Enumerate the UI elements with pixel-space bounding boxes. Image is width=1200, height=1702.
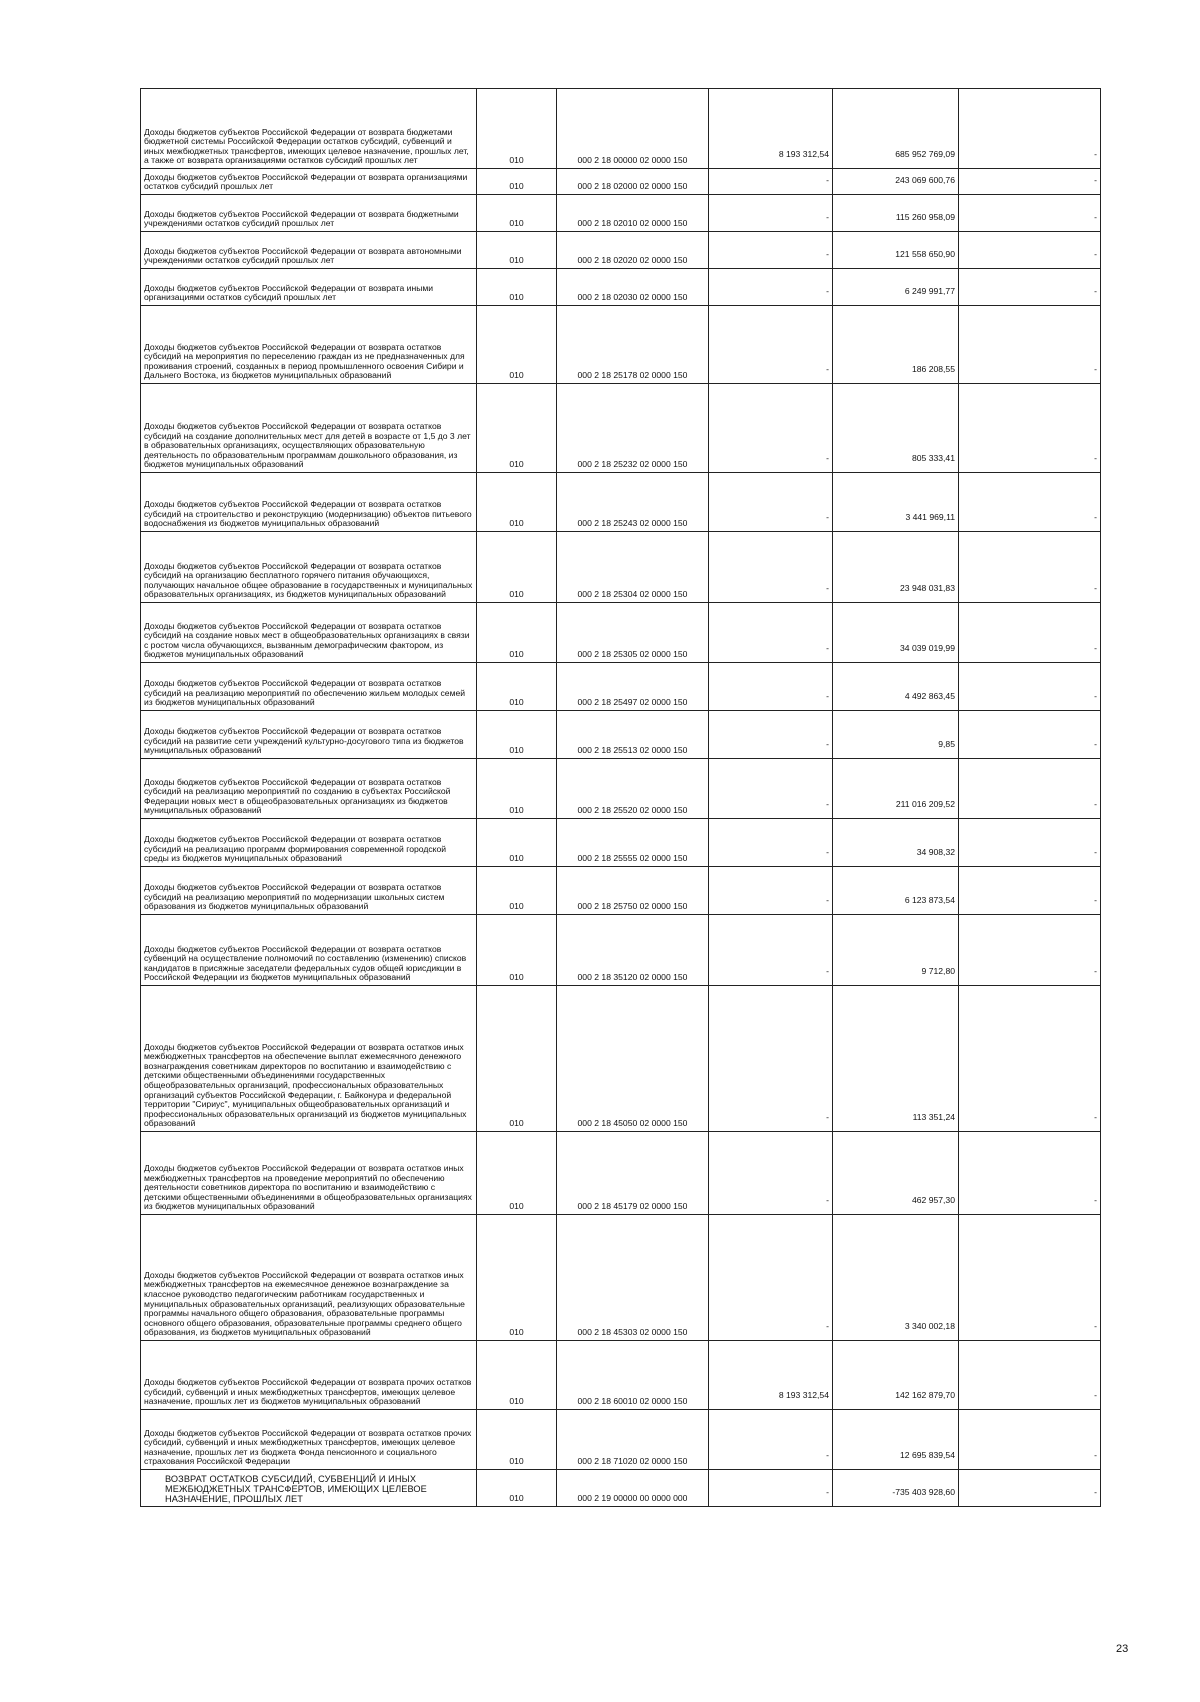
row-amount-1-cell xyxy=(709,915,833,986)
row-amount-2-cell xyxy=(833,711,959,759)
row-name-text: Доходы бюджетов субъектов Российской Федерации от возврата иными организациями остатков субсидий прошлых лет xyxy=(144,282,434,303)
row-name-cell xyxy=(141,915,477,986)
row-extra-text: - xyxy=(1094,1390,1097,1401)
row-budget-code-cell xyxy=(557,195,709,232)
row-name-cell xyxy=(141,1470,477,1507)
row-amount-1-text: 8 193 312,54 xyxy=(778,1390,829,1401)
row-extra-cell xyxy=(959,1215,1101,1341)
row-amount-2-text: 12 695 839,54 xyxy=(900,1450,955,1461)
row-line-code-text: 010 xyxy=(509,255,524,266)
row-amount-2-cell xyxy=(833,915,959,986)
row-name-cell xyxy=(141,759,477,819)
table-row xyxy=(141,603,1101,663)
row-amount-2-cell xyxy=(833,759,959,819)
budget-table xyxy=(140,88,1101,1507)
row-budget-code-cell xyxy=(557,1410,709,1470)
row-budget-code-text: 000 2 18 00000 02 0000 150 xyxy=(577,155,688,166)
row-extra-text: - xyxy=(1094,847,1097,858)
row-amount-2-cell xyxy=(833,1410,959,1470)
row-amount-2-text: 9,85 xyxy=(938,739,955,750)
row-amount-2-cell xyxy=(833,663,959,711)
row-line-code-cell xyxy=(477,603,557,663)
row-amount-2-text: 23 948 031,83 xyxy=(900,583,955,594)
row-name-text: Доходы бюджетов субъектов Российской Федерации от возврата остатков субсидий на реализацию мероприятий по модернизации школьных систем образования из бюджетов муниципальных образований xyxy=(144,882,445,912)
row-amount-1-cell xyxy=(709,532,833,603)
table-row xyxy=(141,232,1101,269)
row-name-text: Доходы бюджетов субъектов Российской Федерации от возврата бюджетными учреждениями остатков субсидий прошлых лет xyxy=(144,208,459,229)
row-line-code-text: 010 xyxy=(509,1201,524,1212)
table-row xyxy=(141,195,1101,232)
row-line-code-text: 010 xyxy=(509,1327,524,1338)
row-budget-code-cell xyxy=(557,1132,709,1215)
row-name-text: Доходы бюджетов субъектов Российской Федерации от возврата остатков субсидий на реализацию мероприятий по созданию в субъектах Российской Федерации новых мест в общеобразовательных организациях из бюджетов муниципальных образований xyxy=(144,776,451,816)
row-line-code-cell xyxy=(477,663,557,711)
table-row xyxy=(141,306,1101,384)
row-line-code-cell xyxy=(477,1132,557,1215)
row-name-cell xyxy=(141,473,477,532)
budget-table-body xyxy=(141,89,1101,1507)
row-amount-2-cell xyxy=(833,1215,959,1341)
row-extra-cell xyxy=(959,1470,1101,1507)
row-name-text: ВОЗВРАТ ОСТАТКОВ СУБСИДИЙ, СУБВЕНЦИЙ И ИНЫХ МЕЖБЮДЖЕТНЫХ ТРАНСФЕРТОВ, ИМЕЮЩИХ ЦЕЛЕВОЕ НАЗНАЧЕНИЕ, ПРОШЛЫХ ЛЕТ xyxy=(165,1474,427,1504)
row-amount-1-text: - xyxy=(826,739,829,750)
page-number: 23 xyxy=(1116,1643,1129,1655)
row-budget-code-text: 000 2 18 25178 02 0000 150 xyxy=(577,370,688,381)
row-line-code-text: 010 xyxy=(509,370,524,381)
row-name-cell xyxy=(141,867,477,915)
row-name-text: Доходы бюджетов субъектов Российской Федерации от возврата остатков субсидий на строительство и реконструкцию (модернизацию) объектов питьевого водоснабжения из бюджетов муниципальных образований xyxy=(144,499,472,529)
row-budget-code-cell xyxy=(557,269,709,306)
row-name-cell xyxy=(141,232,477,269)
row-name-cell xyxy=(141,663,477,711)
row-amount-1-text: - xyxy=(826,453,829,464)
row-line-code-cell xyxy=(477,169,557,195)
row-budget-code-cell xyxy=(557,384,709,473)
row-name-cell xyxy=(141,169,477,195)
table-row xyxy=(141,169,1101,195)
row-line-code-text: 010 xyxy=(509,292,524,303)
row-name-cell xyxy=(141,603,477,663)
row-amount-2-cell xyxy=(833,384,959,473)
row-amount-1-cell xyxy=(709,1215,833,1341)
row-amount-2-text: 34 908,32 xyxy=(916,847,955,858)
row-name-text: Доходы бюджетов субъектов Российской Федерации от возврата остатков субсидий на реализацию мероприятий по обеспечению жильем молодых семей из бюджетов муниципальных образований xyxy=(144,678,466,708)
row-name-text: Доходы бюджетов субъектов Российской Федерации от возврата остатков прочих субсидий, субвенций и иных межбюджетных трансфертов, имеющих целевое назначение, прошлых лет из бюджета Фонда пенсионного и социального страхования Российской Федерации xyxy=(144,1427,472,1467)
row-line-code-cell xyxy=(477,306,557,384)
row-line-code-text: 010 xyxy=(509,1493,524,1504)
row-amount-1-text: - xyxy=(826,799,829,810)
row-amount-2-text: 142 162 879,70 xyxy=(895,1390,955,1401)
row-budget-code-text: 000 2 18 25555 02 0000 150 xyxy=(577,853,688,864)
row-amount-2-cell xyxy=(833,306,959,384)
table-row xyxy=(141,1215,1101,1341)
row-budget-code-cell xyxy=(557,603,709,663)
row-extra-text: - xyxy=(1094,1321,1097,1332)
row-extra-cell xyxy=(959,89,1101,169)
row-amount-1-cell xyxy=(709,663,833,711)
row-extra-text: - xyxy=(1094,643,1097,654)
row-name-text: Доходы бюджетов субъектов Российской Федерации от возврата остатков субсидий на развитие сети учреждений культурно-досугового типа из бюджетов муниципальных образований xyxy=(144,726,464,756)
row-line-code-text: 010 xyxy=(509,853,524,864)
row-budget-code-cell xyxy=(557,1470,709,1507)
row-extra-text: - xyxy=(1094,453,1097,464)
row-amount-1-cell xyxy=(709,867,833,915)
row-extra-cell xyxy=(959,819,1101,867)
row-budget-code-text: 000 2 18 25232 02 0000 150 xyxy=(577,459,688,470)
row-line-code-cell xyxy=(477,232,557,269)
row-extra-text: - xyxy=(1094,799,1097,810)
row-amount-1-cell xyxy=(709,1470,833,1507)
row-extra-cell xyxy=(959,269,1101,306)
row-amount-2-cell xyxy=(833,169,959,195)
row-amount-2-cell xyxy=(833,532,959,603)
row-name-text: Доходы бюджетов субъектов Российской Федерации от возврата остатков субсидий на создание дополнительных мест для детей в возрасте от 1,5 до 3 лет в образовательных организациях, осуществляющих образовательную деятельность по образовательным программам дошкольного образования, из бюджетов муниципальных образований xyxy=(144,421,471,470)
row-name-cell xyxy=(141,819,477,867)
table-row xyxy=(141,1132,1101,1215)
row-budget-code-cell xyxy=(557,532,709,603)
row-extra-cell xyxy=(959,711,1101,759)
row-amount-2-text: 4 492 863,45 xyxy=(904,691,955,702)
row-amount-1-text: - xyxy=(826,286,829,297)
row-amount-1-cell xyxy=(709,711,833,759)
row-name-cell xyxy=(141,384,477,473)
row-amount-2-text: 115 260 958,09 xyxy=(895,212,955,223)
row-amount-2-text: 462 957,30 xyxy=(911,1195,955,1206)
row-budget-code-text: 000 2 18 60010 02 0000 150 xyxy=(577,1396,688,1407)
row-extra-cell xyxy=(959,867,1101,915)
row-amount-2-cell xyxy=(833,1341,959,1410)
row-name-text: Доходы бюджетов субъектов Российской Федерации от возврата остатков субсидий на организацию бесплатного горячего питания обучающихся, получающих начальное общее образование в государственных и муниципальных образовательных организациях, из бюджетов муниципальных образований xyxy=(144,560,473,600)
row-amount-1-cell xyxy=(709,759,833,819)
table-row xyxy=(141,1410,1101,1470)
row-extra-cell xyxy=(959,169,1101,195)
row-amount-1-text: - xyxy=(826,691,829,702)
row-amount-1-cell xyxy=(709,1132,833,1215)
row-extra-cell xyxy=(959,1132,1101,1215)
row-budget-code-text: 000 2 18 45303 02 0000 150 xyxy=(577,1327,688,1338)
row-name-text: Доходы бюджетов субъектов Российской Федерации от возврата остатков субсидий на мероприятия по переселению граждан из не предназначенных для проживания строений, созданных в период промышленного освоения Сибири и Дальнего Востока, из бюджетов муниципальных образований xyxy=(144,341,465,381)
row-amount-1-cell xyxy=(709,169,833,195)
row-amount-1-cell xyxy=(709,473,833,532)
row-name-text: Доходы бюджетов субъектов Российской Федерации от возврата остатков субсидий на реализацию программ формирования современной городской среды из бюджетов муниципальных образований xyxy=(144,834,447,864)
row-budget-code-cell xyxy=(557,867,709,915)
row-amount-1-text: - xyxy=(826,249,829,260)
row-line-code-text: 010 xyxy=(509,649,524,660)
row-line-code-cell xyxy=(477,1410,557,1470)
row-budget-code-text: 000 2 19 00000 00 0000 000 xyxy=(577,1493,688,1504)
row-extra-cell xyxy=(959,532,1101,603)
table-row xyxy=(141,759,1101,819)
row-line-code-text: 010 xyxy=(509,181,524,192)
row-amount-1-text: - xyxy=(826,895,829,906)
row-amount-2-text: 113 351,24 xyxy=(912,1112,955,1123)
row-line-code-cell xyxy=(477,195,557,232)
row-extra-cell xyxy=(959,232,1101,269)
row-amount-1-text: - xyxy=(826,1450,829,1461)
row-amount-2-cell xyxy=(833,1132,959,1215)
row-name-cell xyxy=(141,195,477,232)
row-amount-2-text: 3 340 002,18 xyxy=(904,1321,955,1332)
row-name-text: Доходы бюджетов субъектов Российской Федерации от возврата организациями остатков субсидий прошлых лет xyxy=(144,171,468,192)
row-extra-text: - xyxy=(1094,1112,1097,1123)
row-budget-code-text: 000 2 18 02020 02 0000 150 xyxy=(577,255,688,266)
table-row xyxy=(141,269,1101,306)
row-amount-1-cell xyxy=(709,232,833,269)
row-amount-1-text: - xyxy=(826,1487,829,1498)
row-extra-text: - xyxy=(1094,249,1097,260)
row-extra-cell xyxy=(959,1341,1101,1410)
row-amount-2-cell xyxy=(833,986,959,1132)
row-amount-2-text: 9 712,80 xyxy=(921,966,955,977)
row-extra-cell xyxy=(959,1410,1101,1470)
row-line-code-text: 010 xyxy=(509,901,524,912)
row-amount-2-cell xyxy=(833,1470,959,1507)
row-amount-2-text: -735 403 928,60 xyxy=(892,1487,955,1498)
row-amount-2-cell xyxy=(833,232,959,269)
row-amount-2-cell xyxy=(833,819,959,867)
row-budget-code-cell xyxy=(557,1215,709,1341)
table-row xyxy=(141,819,1101,867)
row-name-cell xyxy=(141,269,477,306)
row-name-text: Доходы бюджетов субъектов Российской Федерации от возврата бюджетами бюджетной системы Российской Федерации остатков субсидий, субвенций и иных межбюджетных трансфертов, имеющих целевое назначение, прошлых лет, а также от возврата организациями остатков субсидий прошлых лет xyxy=(144,126,469,166)
row-extra-text: - xyxy=(1094,583,1097,594)
row-extra-text: - xyxy=(1094,286,1097,297)
row-extra-cell xyxy=(959,384,1101,473)
row-extra-cell xyxy=(959,603,1101,663)
row-line-code-cell xyxy=(477,89,557,169)
table-row-total xyxy=(141,1470,1101,1507)
row-amount-2-cell xyxy=(833,473,959,532)
row-budget-code-cell xyxy=(557,1341,709,1410)
row-amount-2-text: 243 069 600,76 xyxy=(895,175,955,186)
row-budget-code-cell xyxy=(557,915,709,986)
row-name-cell xyxy=(141,306,477,384)
table-row xyxy=(141,663,1101,711)
row-line-code-cell xyxy=(477,1470,557,1507)
row-amount-1-text: - xyxy=(826,1112,829,1123)
row-line-code-cell xyxy=(477,711,557,759)
row-budget-code-cell xyxy=(557,89,709,169)
row-line-code-text: 010 xyxy=(509,745,524,756)
row-budget-code-cell xyxy=(557,986,709,1132)
row-name-text: Доходы бюджетов субъектов Российской Федерации от возврата прочих остатков субсидий, субвенций и иных межбюджетных трансфертов, имеющих целевое назначение, прошлых лет из бюджетов муниципальных образований xyxy=(144,1377,472,1407)
row-budget-code-cell xyxy=(557,169,709,195)
row-amount-1-text: - xyxy=(826,966,829,977)
row-name-cell xyxy=(141,986,477,1132)
row-line-code-text: 010 xyxy=(509,972,524,983)
row-amount-1-text: - xyxy=(826,1195,829,1206)
row-amount-2-cell xyxy=(833,867,959,915)
row-amount-2-text: 34 039 019,99 xyxy=(900,643,955,654)
row-line-code-cell xyxy=(477,819,557,867)
row-line-code-cell xyxy=(477,532,557,603)
row-amount-1-text: - xyxy=(826,643,829,654)
row-extra-text: - xyxy=(1094,691,1097,702)
row-extra-text: - xyxy=(1094,149,1097,160)
row-line-code-text: 010 xyxy=(509,155,524,166)
row-amount-2-text: 121 558 650,90 xyxy=(895,249,955,260)
row-amount-1-cell xyxy=(709,384,833,473)
row-name-cell xyxy=(141,1132,477,1215)
row-name-cell xyxy=(141,89,477,169)
row-budget-code-cell xyxy=(557,232,709,269)
row-extra-text: - xyxy=(1094,1487,1097,1498)
row-name-text: Доходы бюджетов субъектов Российской Федерации от возврата остатков иных межбюджетных трансфертов на проведение мероприятий по обеспечению деятельности советников директора по воспитанию и взаимодействию с детскими общественными объединениями в общеобразовательных организациях из бюджетов муниципальных образований xyxy=(144,1163,472,1212)
row-budget-code-text: 000 2 18 25304 02 0000 150 xyxy=(577,589,688,600)
row-extra-cell xyxy=(959,306,1101,384)
row-name-text: Доходы бюджетов субъектов Российской Федерации от возврата остатков субсидий на создание новых мест в общеобразовательных организациях в связи с ростом числа обучающихся, вызванным демографическим фактором, из бюджетов муниципальных образований xyxy=(144,620,470,660)
row-budget-code-cell xyxy=(557,759,709,819)
row-line-code-text: 010 xyxy=(509,1396,524,1407)
row-extra-cell xyxy=(959,915,1101,986)
row-budget-code-text: 000 2 18 45050 02 0000 150 xyxy=(577,1118,688,1129)
row-line-code-text: 010 xyxy=(509,589,524,600)
row-amount-2-text: 6 123 873,54 xyxy=(904,895,955,906)
row-amount-2-cell xyxy=(833,89,959,169)
row-extra-cell xyxy=(959,195,1101,232)
row-amount-1-cell xyxy=(709,269,833,306)
row-amount-1-text: - xyxy=(826,512,829,523)
row-name-text: Доходы бюджетов субъектов Российской Федерации от возврата остатков субвенций на осуществление полномочий по составлению (изменению) списков кандидатов в присяжные заседатели федеральных судов общей юрисдикции в Российской Федерации из бюджетов муниципальных образований xyxy=(144,943,467,983)
row-amount-2-text: 805 333,41 xyxy=(911,453,955,464)
row-budget-code-text: 000 2 18 02010 02 0000 150 xyxy=(577,218,688,229)
row-extra-cell xyxy=(959,986,1101,1132)
row-line-code-cell xyxy=(477,986,557,1132)
row-extra-text: - xyxy=(1094,895,1097,906)
row-extra-text: - xyxy=(1094,966,1097,977)
row-line-code-cell xyxy=(477,269,557,306)
row-extra-text: - xyxy=(1094,175,1097,186)
row-amount-1-text: - xyxy=(826,175,829,186)
table-row xyxy=(141,711,1101,759)
row-budget-code-text: 000 2 18 35120 02 0000 150 xyxy=(577,972,688,983)
row-amount-2-cell xyxy=(833,603,959,663)
row-amount-1-text: - xyxy=(826,583,829,594)
row-amount-1-text: - xyxy=(826,212,829,223)
row-name-text: Доходы бюджетов субъектов Российской Федерации от возврата остатков иных межбюджетных трансфертов на ежемесячное денежное вознаграждение за классное руководство педагогическим работникам государственных и муниципальных образовательных организаций, реализующих образовательные программы начального общего образования, образовательные программы основного общего образования, образовательные программы среднего общего образования, из бюджетов муниципальных образований xyxy=(144,1269,465,1338)
row-name-text: Доходы бюджетов субъектов Российской Федерации от возврата автономными учреждениями остатков субсидий прошлых лет xyxy=(144,245,462,266)
row-extra-cell xyxy=(959,663,1101,711)
row-amount-1-text: - xyxy=(826,847,829,858)
table-row xyxy=(141,986,1101,1132)
row-amount-2-cell xyxy=(833,195,959,232)
row-amount-2-text: 6 249 991,77 xyxy=(904,286,955,297)
row-amount-1-cell xyxy=(709,306,833,384)
row-name-cell xyxy=(141,532,477,603)
table-row xyxy=(141,915,1101,986)
row-budget-code-text: 000 2 18 02000 02 0000 150 xyxy=(577,181,688,192)
row-line-code-text: 010 xyxy=(509,218,524,229)
row-line-code-cell xyxy=(477,1215,557,1341)
row-amount-2-text: 685 952 769,09 xyxy=(895,149,955,160)
row-extra-text: - xyxy=(1094,512,1097,523)
row-budget-code-cell xyxy=(557,819,709,867)
row-amount-1-text: - xyxy=(826,1321,829,1332)
row-budget-code-text: 000 2 18 45179 02 0000 150 xyxy=(577,1201,688,1212)
row-extra-text: - xyxy=(1094,364,1097,375)
row-amount-1-cell xyxy=(709,195,833,232)
table-row xyxy=(141,473,1101,532)
table-row xyxy=(141,867,1101,915)
row-line-code-text: 010 xyxy=(509,1118,524,1129)
table-row xyxy=(141,89,1101,169)
row-extra-text: - xyxy=(1094,1195,1097,1206)
row-line-code-text: 010 xyxy=(509,697,524,708)
row-line-code-text: 010 xyxy=(509,805,524,816)
row-budget-code-cell xyxy=(557,663,709,711)
row-line-code-text: 010 xyxy=(509,518,524,529)
row-amount-1-cell xyxy=(709,1341,833,1410)
row-amount-1-cell xyxy=(709,603,833,663)
row-amount-1-cell xyxy=(709,819,833,867)
table-row xyxy=(141,1341,1101,1410)
row-extra-text: - xyxy=(1094,739,1097,750)
row-budget-code-text: 000 2 18 25513 02 0000 150 xyxy=(577,745,688,756)
row-extra-text: - xyxy=(1094,1450,1097,1461)
row-line-code-cell xyxy=(477,1341,557,1410)
row-name-cell xyxy=(141,711,477,759)
row-name-cell xyxy=(141,1215,477,1341)
row-extra-cell xyxy=(959,759,1101,819)
row-amount-2-cell xyxy=(833,269,959,306)
row-amount-1-text: 8 193 312,54 xyxy=(778,149,829,160)
row-line-code-cell xyxy=(477,473,557,532)
row-budget-code-text: 000 2 18 71020 02 0000 150 xyxy=(577,1456,688,1467)
row-budget-code-text: 000 2 18 25305 02 0000 150 xyxy=(577,649,688,660)
table-row xyxy=(141,384,1101,473)
row-budget-code-text: 000 2 18 25243 02 0000 150 xyxy=(577,518,688,529)
row-amount-2-text: 211 016 209,52 xyxy=(895,799,955,810)
row-budget-code-text: 000 2 18 02030 02 0000 150 xyxy=(577,292,688,303)
row-budget-code-text: 000 2 18 25750 02 0000 150 xyxy=(577,901,688,912)
row-amount-2-text: 186 208,55 xyxy=(911,364,955,375)
row-amount-1-cell xyxy=(709,89,833,169)
row-budget-code-cell xyxy=(557,473,709,532)
row-amount-2-text: 3 441 969,11 xyxy=(905,512,955,523)
row-budget-code-cell xyxy=(557,306,709,384)
row-line-code-cell xyxy=(477,867,557,915)
row-amount-1-text: - xyxy=(826,364,829,375)
row-budget-code-text: 000 2 18 25497 02 0000 150 xyxy=(577,697,688,708)
row-line-code-cell xyxy=(477,915,557,986)
row-amount-1-cell xyxy=(709,986,833,1132)
row-budget-code-text: 000 2 18 25520 02 0000 150 xyxy=(577,805,688,816)
row-name-text: Доходы бюджетов субъектов Российской Федерации от возврата остатков иных межбюджетных трансфертов на обеспечение выплат ежемесячного денежного вознаграждения советникам директоров по воспитанию и взаимодействию с детскими общественными объединениями государственных общеобразовательных организаций, профессиональных образовательных организаций субъектов Российской Федерации, г. Байконура и федеральной территории "Сириус", муниципальных общеобразовательных организаций и профессиональных образовательных организаций из бюджетов муниципальных образований xyxy=(144,1041,467,1129)
row-amount-1-cell xyxy=(709,1410,833,1470)
row-budget-code-cell xyxy=(557,711,709,759)
row-line-code-cell xyxy=(477,759,557,819)
row-name-cell xyxy=(141,1341,477,1410)
row-name-cell xyxy=(141,1410,477,1470)
row-line-code-text: 010 xyxy=(509,1456,524,1467)
row-line-code-text: 010 xyxy=(509,459,524,470)
row-extra-cell xyxy=(959,473,1101,532)
table-row xyxy=(141,532,1101,603)
row-line-code-cell xyxy=(477,384,557,473)
row-extra-text: - xyxy=(1094,212,1097,223)
